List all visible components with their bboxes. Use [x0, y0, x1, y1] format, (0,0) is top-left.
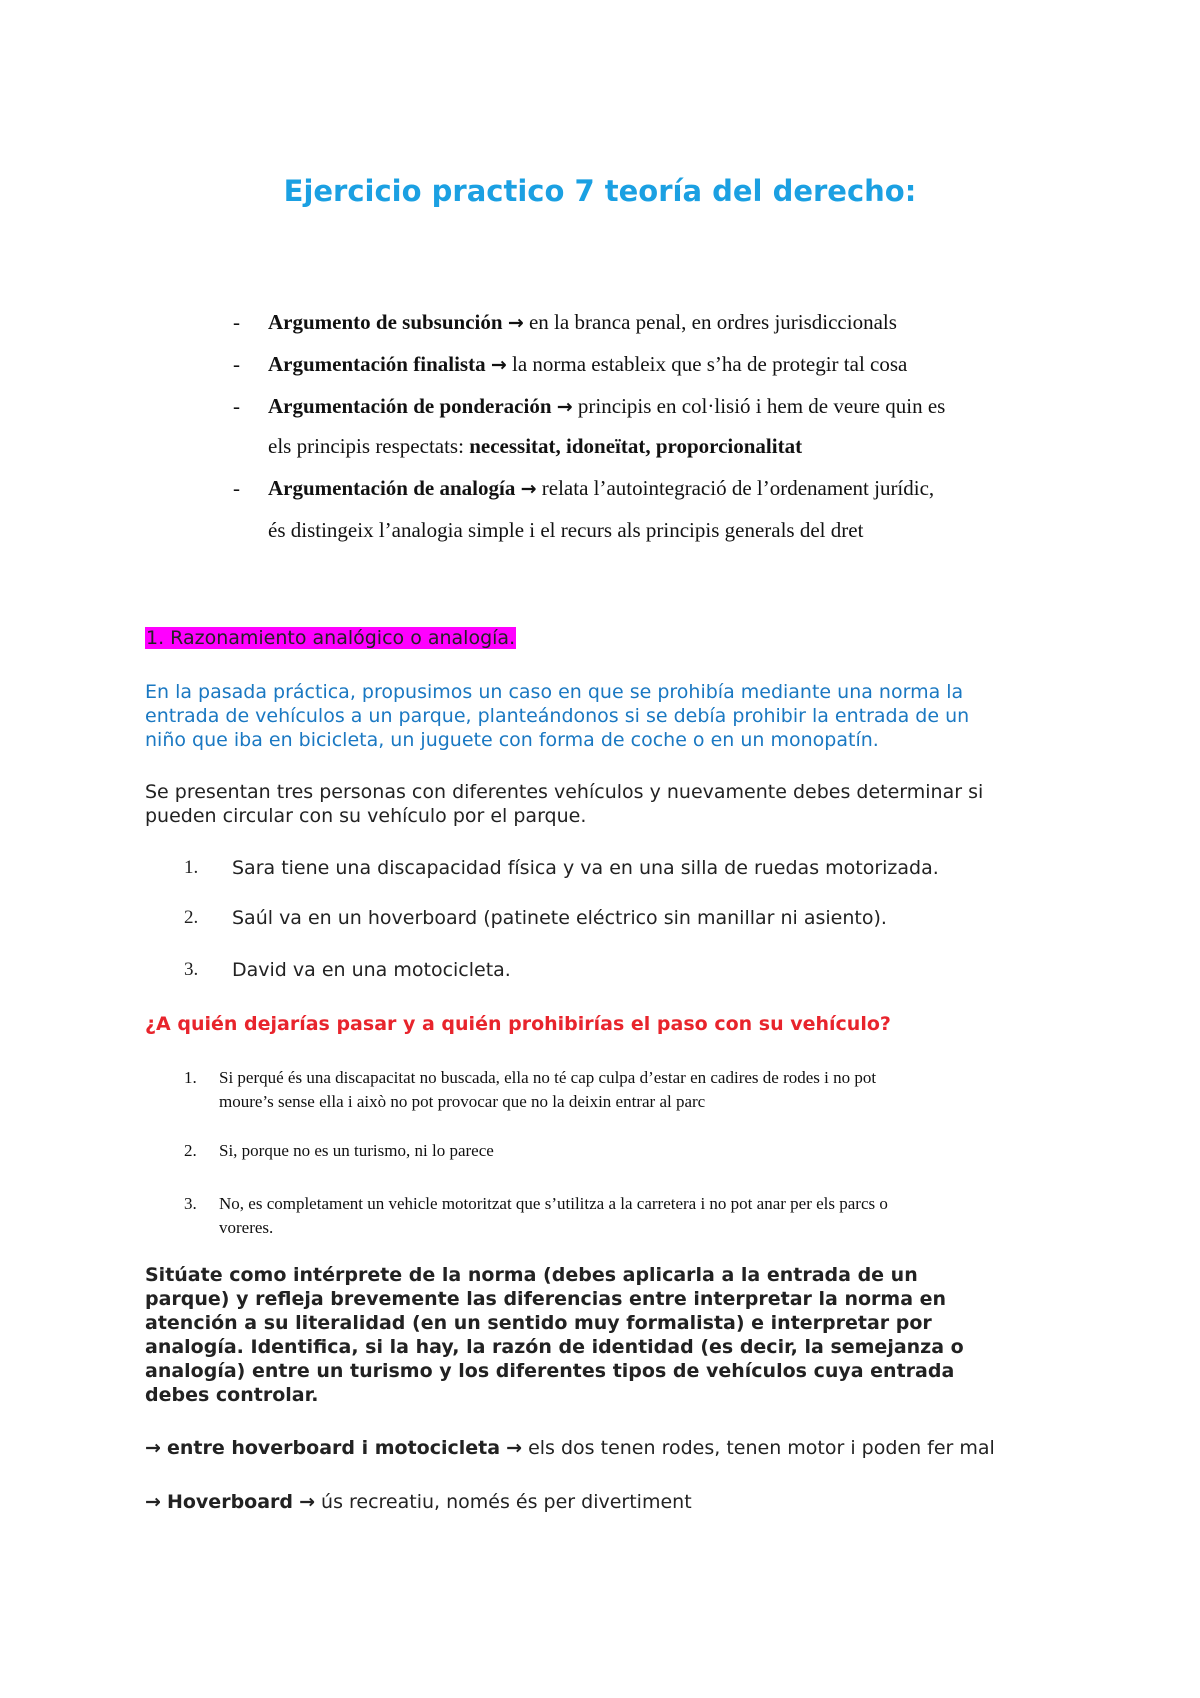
arrow-icon: → — [299, 1491, 315, 1513]
arrow-icon: → — [556, 396, 573, 418]
intro-paragraph: Se presentan tres personas con diferentes vehículos y nuevamente debes determinar si pueden circular con su vehículo por el parque. — [145, 781, 984, 827]
argument-label: Argumento de subsunción — [268, 310, 503, 334]
argument-label: Argumentación finalista — [268, 352, 486, 376]
argument-text: principis en col·lisió i hem de veure quin es — [577, 394, 946, 418]
argument-label: Argumentación de ponderación — [268, 394, 552, 418]
note-line: → entre hoverboard i motocicleta → els dos tenen rodes, tenen motor i poden fer mal — [145, 1437, 995, 1459]
argument-text: relata l’autointegració de l’ordenament jurídic, — [541, 476, 935, 500]
arrow-icon: → — [506, 1437, 523, 1459]
arrow-icon: → — [520, 478, 537, 500]
note-line: → Hoverboard → ús recreatiu, només és per divertiment — [145, 1491, 692, 1513]
blue-paragraph: En la pasada práctica, propusimos un caso en que se prohibía mediante una norma la entrada de vehículos a un parque, planteándonos si se debía prohibir la entrada de un niño que iba en bicicleta, un juguete con forma de coche o en un monopatín. — [145, 681, 970, 751]
arrow-icon: → — [145, 1437, 161, 1459]
document-page: Ejercicio practico 7 teoría del derecho: - Argumento de subsunción → en la branca penal, en ordres jurisdiccionals - Argumentación finalista → la norma estableix que s’ha de protegir tal cosa - Argumentación de ponderación → principis en col·lisió i hem de veure quin es els principis respectats: necessitat, idoneïtat, proporcionalitat - Argumentación de analogía → relata l’autointegració de l’ordenament jurídic, és distingeix l’analogia simple i el recurs als principis generals del dret 1. Razonamiento analógico o analogía. En la pasada práctica, propusimos un caso en que se prohibía mediante una norma la entrada de vehículos a un parque, planteándonos si se debía prohibir la entrada de un niño que iba en bicicleta, un juguete con forma de coche o en un monopatín. Se presentan tres personas con diferentes vehículos y nuevamente debes determinar si pueden circular con su vehículo por el parque. 1. Sara tiene una discapacidad física y va en una silla de ruedas motorizada. 2. Saúl va en un hoverboard (patinete eléctrico sin manillar ni asiento). 3. David va en una motocicleta. ¿A quién dejarías pasar y a quién prohibirías el paso con su vehículo? 1. Si perqué és una discapacitat no buscada, ella no té cap culpa d’estar en cadires de rodes i no pot moure’s sense ella i això no pot provocar que no la deixin entrar al parc 2. Si, porque no es un turismo, ni lo parece 3. No, es completament un vehicle motoritzat que s’utilitza a la carretera i no pot anar per els parcs o voreres. Sitúate como intérprete de la norma (debes aplicarla a la entrada de un parque) y refleja brevemente las diferencias entre interpretar la norma en atención a su literalidad (en un sentido muy formalista) e interpretar por analogía. Identifica, si la hay, la razón de identidad (es decir, la semejanza o analogía) entre un turismo y los diferentes tipos de vehículos cuya entrada debes controlar. → entre hoverboard i motocicleta → els dos tenen rodes, tenen motor i poden fer mal → Hoverboard → ús recreatiu, només és per divertiment — [0, 0, 1200, 1698]
task-paragraph: Sitúate como intérprete de la norma (debes aplicarla a la entrada de un parque) y refleja brevemente las diferencias entre interpretar la norma en atención a su literalidad (en un sentido muy formalista) e interpretar por analogía. Identifica, si la hay, la razón de identidad (es decir, la semejanza o analogía) entre un turismo y los diferentes tipos de vehículos cuya entrada debes controlar. — [145, 1264, 964, 1406]
arrow-icon: → — [145, 1491, 161, 1513]
argument-label: Argumentación de analogía — [268, 476, 516, 500]
page-title: Ejercicio practico 7 teoría del derecho: — [283, 174, 917, 208]
question-text: ¿A quién dejarías pasar y a quién prohibirías el paso con su vehículo? — [145, 1013, 891, 1035]
arrow-icon: → — [507, 312, 524, 334]
argument-text: la norma estableix que s’ha de protegir tal cosa — [512, 352, 908, 376]
argument-text: en la branca penal, en ordres jurisdiccionals — [528, 310, 897, 334]
section-heading: 1. Razonamiento analógico o analogía. — [146, 627, 516, 649]
arrow-icon: → — [490, 354, 507, 376]
